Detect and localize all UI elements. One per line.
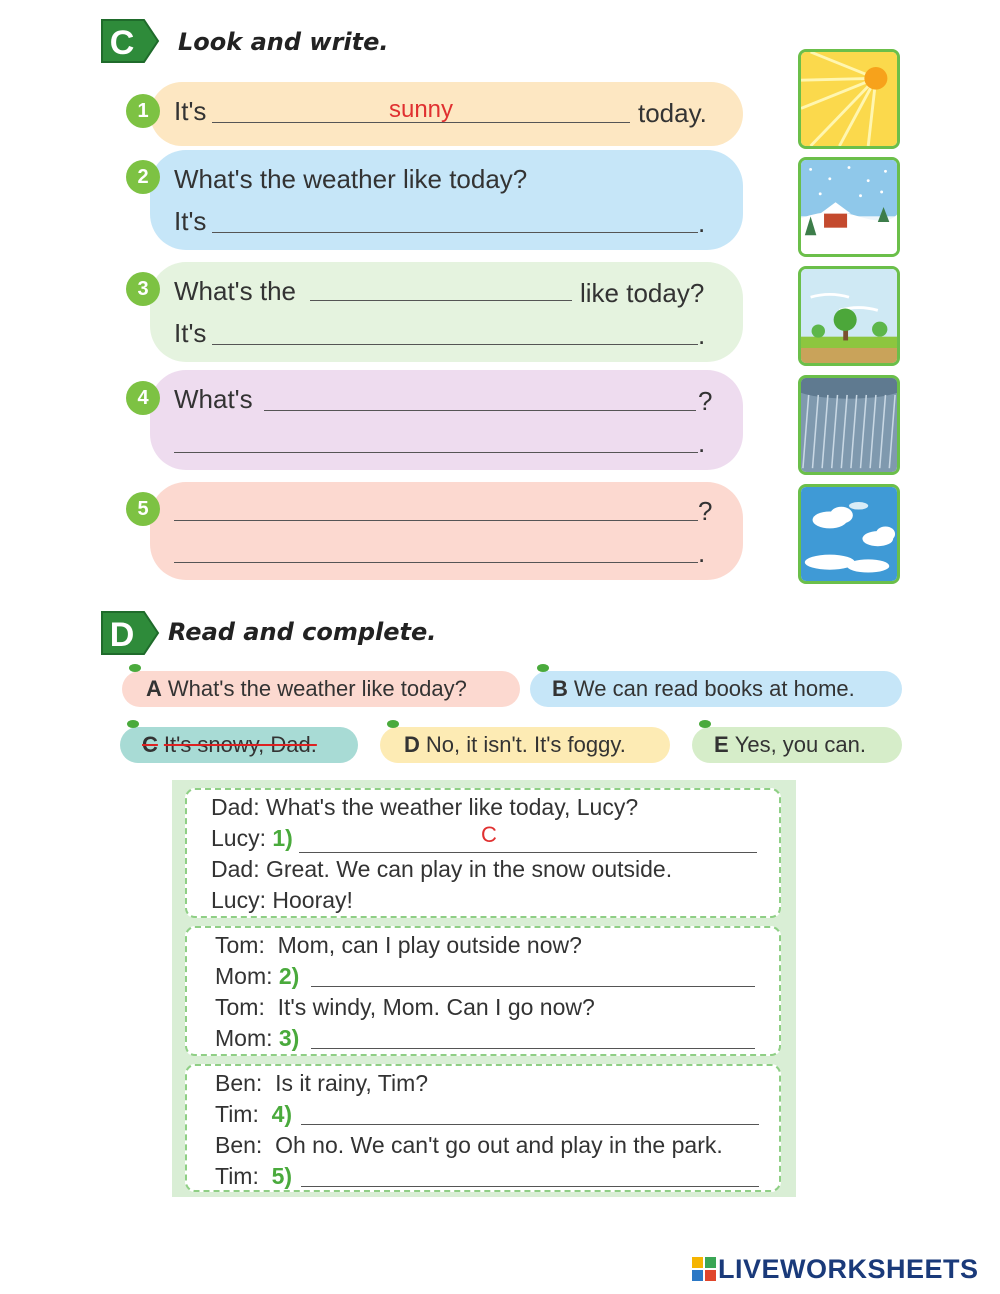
option-c-text: It's snowy, Dad. xyxy=(163,732,317,757)
dialogue-2-line-3: Tom: It's windy, Mom. Can I go now? xyxy=(215,994,595,1020)
item-5-number: 5 xyxy=(126,492,160,526)
dialogues-panel xyxy=(172,780,796,1197)
item-2-question: What's the weather like today? xyxy=(174,164,528,194)
dialogue-1 xyxy=(185,788,781,918)
item-2-answer-blank[interactable] xyxy=(212,232,698,233)
option-a[interactable] xyxy=(122,671,520,707)
option-d-text: No, it isn't. It's foggy. xyxy=(425,732,626,757)
section-c-title: Look and write. xyxy=(178,28,389,56)
option-b[interactable] xyxy=(530,671,902,707)
liveworksheets-logo[interactable] xyxy=(692,1254,979,1284)
item-4-question-blank[interactable] xyxy=(264,410,696,411)
option-e[interactable] xyxy=(692,727,902,763)
leaf-icon xyxy=(698,719,712,729)
dialogue-3-line-4: Tim: 5) xyxy=(215,1163,293,1189)
item-3-question-suffix: like today? xyxy=(580,278,705,308)
rainy-picture xyxy=(798,375,900,475)
dialogue-1-line-3: Dad: Great. We can play in the snow outside. xyxy=(211,856,673,882)
item-4-number: 4 xyxy=(126,381,160,415)
option-a-text: What's the weather like today? xyxy=(167,676,467,701)
item-5-period: . xyxy=(698,538,706,568)
item-1-number: 1 xyxy=(126,94,160,128)
dialogue-3-line-2: Tim: 4) xyxy=(215,1101,293,1127)
section-c-badge xyxy=(98,18,160,64)
option-c-letter: C xyxy=(142,732,158,757)
option-e-letter: E xyxy=(714,732,729,757)
item-1-prefix: It's xyxy=(174,96,207,126)
dialogue-2 xyxy=(185,926,781,1056)
item-4-period: . xyxy=(698,428,706,458)
item-2-answer-prefix: It's xyxy=(174,206,207,236)
dialogue-3-line-1: Ben: Is it rainy, Tim? xyxy=(215,1070,429,1096)
option-c[interactable] xyxy=(120,727,358,763)
item-5-answer-blank[interactable] xyxy=(174,562,698,563)
item-2-number: 2 xyxy=(126,160,160,194)
item-3-answer-prefix: It's xyxy=(174,318,207,348)
item-1-answer[interactable]: sunny xyxy=(388,96,454,123)
snowy-picture xyxy=(798,157,900,257)
item-3-answer-blank[interactable] xyxy=(212,344,698,345)
option-e-text: Yes, you can. xyxy=(734,732,866,757)
leaf-icon xyxy=(386,719,400,729)
item-5-question-blank[interactable] xyxy=(174,520,698,521)
blank-5[interactable] xyxy=(301,1186,759,1187)
cloudy-picture xyxy=(798,484,900,584)
dialogue-1-line-4: Lucy: Hooray! xyxy=(211,887,353,913)
leaf-icon xyxy=(536,663,550,673)
leaf-icon xyxy=(128,663,142,673)
section-c-letter: C xyxy=(109,24,135,62)
blank-3[interactable] xyxy=(311,1048,755,1049)
dialogue-1-line-1: Dad: What's the weather like today, Lucy? xyxy=(211,794,639,820)
item-1-suffix: today. xyxy=(638,98,707,128)
dialogue-2-line-2: Mom: 2) xyxy=(215,963,300,989)
leaf-icon xyxy=(126,719,140,729)
option-d-letter: D xyxy=(404,732,420,757)
section-d-badge xyxy=(98,610,160,656)
liveworksheets-text: LIVEWORKSHEETS xyxy=(718,1254,979,1284)
item-3-period: . xyxy=(698,320,706,350)
option-d[interactable] xyxy=(380,727,670,763)
blank-2[interactable] xyxy=(311,986,755,987)
section-d-title: Read and complete. xyxy=(168,618,437,646)
blank-4[interactable] xyxy=(301,1124,759,1125)
item-3-number: 3 xyxy=(126,272,160,306)
option-a-letter: A xyxy=(146,676,162,701)
item-4-question-prefix: What's xyxy=(174,384,253,414)
option-b-text: We can read books at home. xyxy=(573,676,855,701)
item-2-period: . xyxy=(698,208,706,238)
option-b-letter: B xyxy=(552,676,568,701)
item-5-pill xyxy=(150,482,743,580)
item-4-answer-blank[interactable] xyxy=(174,452,698,453)
dialogue-2-line-4: Mom: 3) xyxy=(215,1025,300,1051)
sunny-picture xyxy=(798,49,900,149)
dialogue-1-line-2: Lucy: 1) xyxy=(211,825,293,851)
item-4-question-mark: ? xyxy=(698,386,713,416)
blank-1-answer[interactable]: C xyxy=(481,822,497,847)
dialogue-2-line-1: Tom: Mom, can I play outside now? xyxy=(215,932,582,958)
windy-picture xyxy=(798,266,900,366)
item-5-question-mark: ? xyxy=(698,496,713,526)
liveworksheets-icon xyxy=(692,1257,716,1281)
section-d-letter: D xyxy=(109,616,135,654)
item-3-question-blank[interactable] xyxy=(310,300,572,301)
blank-1[interactable] xyxy=(299,852,757,853)
dialogue-3-line-3: Ben: Oh no. We can't go out and play in the park. xyxy=(215,1132,723,1158)
item-3-question-prefix: What's the xyxy=(174,276,297,306)
dialogue-3 xyxy=(185,1064,781,1192)
